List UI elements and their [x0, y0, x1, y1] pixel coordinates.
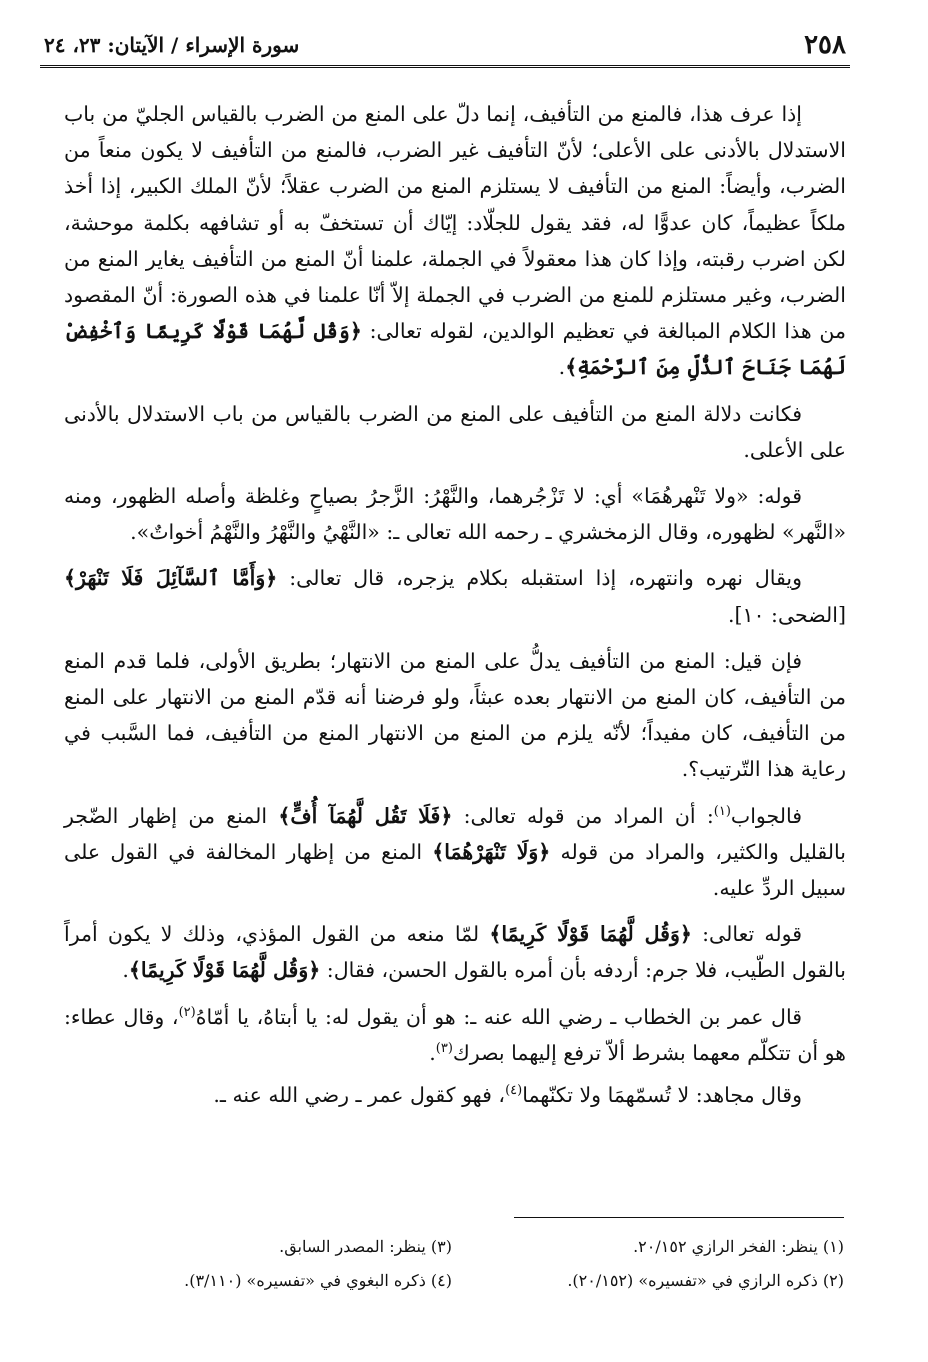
footnotes — [100, 1230, 844, 1298]
paragraph-text: لمّا منعه من القول المؤذي، وذلك لا يكون أمراً بالقول الطّيب، فلا جرم: أردفه بأن أمره بالقول الحسن، فقال: — [64, 922, 846, 983]
paragraph-text: : أن المراد من قوله تعالى: — [452, 803, 714, 828]
paragraph-text: فكانت دلالة المنع من التأفيف على المنع من الضرب بالقياس من باب الاستدلال بالأدنى على الأعلى. — [64, 401, 846, 462]
paragraph-text: إذا عرف هذا، فالمنع من التأفيف، إنما دلّ على المنع من الضرب بالقياس الجليّ من باب الاستدلال بالأدنى على الأعلى؛ لأنّ التأفيف غير الضرب، فالمنع من التأفيف لا يكون منعاً من الضرب، وأيضاً: المنع من التأفيف لا يستلزم المنع من الضرب عقلاً؛ لأنّ الملك الكبير، إذا أخذ ملكاً عظيماً، كان عدوًّا له، فقد يقول للجلّاد: إيّاك أن تستخفّ به أو تشافهه بكلمة موحشة، لكن اضرب رقبته، وإذا كان هذا معقولاً في الجملة، علمنا أنّ المنع من التأفيف يغاير المنع من الضرب، وغير مستلزم للمنع من الضرب في الجملة إلاّ أنّا علمنا في هذه الصورة: أنّ المقصود من هذا الكلام المبالغة في تعظيم الوالدين، لقوله تعالى: — [64, 102, 846, 344]
paragraph-2 — [64, 396, 846, 468]
paragraph-text: فإن قيل: المنع من التأفيف يدلُّ على المنع من الانتهار؛ بطريق الأولى، فلما قدم المنع من التأفيف، كان المنع من الانتهار بعده عبثاً، ولو فرضنا أنه قدّم المنع من الانتهار على المنع من التأفيف، كان مفيداً؛ لأنّه يلزم من المنع من الانتهار المنع من التأفيف، فما السَّبب في رعاية هذا التّرتيب؟. — [64, 648, 846, 782]
paragraph-3 — [64, 478, 846, 550]
paragraph-9 — [64, 1077, 846, 1113]
paragraph-text: قوله: «ولا تَنْهرهُمَا» أي: لا تَزْجُرهما، والنَّهْرُ: الزَّجرُ بصياحٍ وغلظة وأصله الظهور، ومنه «النَّهر» لظهوره، وقال الزمخشري ـ رحمه الله تعالى ـ: «النَّهْيُ والنَّهْرُ والنَّهْمُ أخواتٌ». — [64, 484, 846, 545]
paragraph-8 — [64, 999, 846, 1071]
paragraph-text: ويقال نهره وانتهره، إذا استقبله بكلام يزجره، قال تعالى: — [277, 566, 802, 591]
footnote-2: (٢) ذكره الرازي في «تفسيره» (٢٠/١٥٢). — [567, 1271, 844, 1290]
paragraph-4 — [64, 560, 846, 632]
page-number: ٢٥٨ — [804, 29, 846, 60]
paragraph-text: . — [122, 958, 129, 983]
quran-verse: ﴿وَقُل لَّهُمَا قَوْلًا كَرِيمًا وَٱخْفِضْ لَهُمَا جَنَاحَ ٱلذُّلِّ مِنَ ٱلرَّحْمَةِ﴾ — [64, 319, 846, 380]
paragraph-1 — [64, 96, 846, 386]
paragraph-text: المنع من إظهار الضّجر بالقليل والكثير، والمراد من قوله — [64, 803, 847, 864]
paragraph-text: ، وقال عطاء: هو أن تتكلّم معهما بشرط ألاّ ترفع إليهما بصرك — [64, 1004, 846, 1065]
paragraph-text: . — [558, 355, 566, 380]
paragraph-text: قال عمر بن الخطاب ـ رضي الله عنه ـ: هو أن يقول له: يا أبتاهُ، يا أمّاهُ — [195, 1004, 802, 1029]
footnote-marker[interactable]: (٢) — [178, 1004, 196, 1020]
footnote-1: (١) ينظر: الفخر الرازي ٢٠/١٥٢. — [633, 1237, 844, 1256]
footnote-divider — [514, 1217, 844, 1218]
paragraph-5 — [64, 643, 846, 788]
paragraph-7 — [64, 916, 846, 988]
paragraph-text: وقال مجاهد: لا تُسمّهمَا ولا تكنّهما — [522, 1083, 802, 1108]
page-header — [40, 28, 850, 68]
footnote-marker[interactable]: (٤) — [505, 1083, 523, 1099]
paragraph-text: . — [429, 1040, 436, 1065]
footnote-3: (٣) ينظر: المصدر السابق. — [279, 1237, 452, 1256]
footnote-marker[interactable]: (١) — [713, 803, 731, 819]
quran-verse: ﴿وَقُل لَّهُمَا قَوْلًا كَرِيمًا﴾ — [128, 958, 321, 983]
quran-verse: ﴿وَقُل لَّهُمَا قَوْلًا كَرِيمًا﴾ — [489, 922, 692, 947]
paragraph-text: ، فهو كقول عمر ـ رضي الله عنه ـ. — [213, 1083, 506, 1108]
quran-verse: ﴿وَلَا تَنْهَرْهُمَا﴾ — [432, 839, 551, 864]
paragraph-6 — [64, 798, 846, 907]
footnote-marker[interactable]: (٣) — [435, 1041, 453, 1057]
running-title: سورة الإسراء / الآيتان: ٢٣، ٢٤ — [44, 32, 300, 57]
quran-verse: ﴿وَأَمَّا ٱلسَّآئِلَ فَلَا تَنْهَرْ﴾ — [64, 566, 278, 591]
paragraph-text: قوله تعالى: — [691, 922, 802, 947]
paragraph-text: المنع من إظهار المخالفة في القول على سبيل الردِّ عليه. — [64, 839, 846, 901]
footnote-4: (٤) ذكره البغوي في «تفسيره» (٣/١١٠). — [184, 1271, 452, 1290]
main-text — [64, 96, 846, 1123]
paragraph-text: فالجواب — [730, 803, 802, 828]
quran-verse: ﴿فَلَا تَقُل لَّهُمَآ أُفٍّ﴾ — [278, 803, 453, 828]
paragraph-text: [الضحى: ١٠]. — [727, 602, 846, 627]
